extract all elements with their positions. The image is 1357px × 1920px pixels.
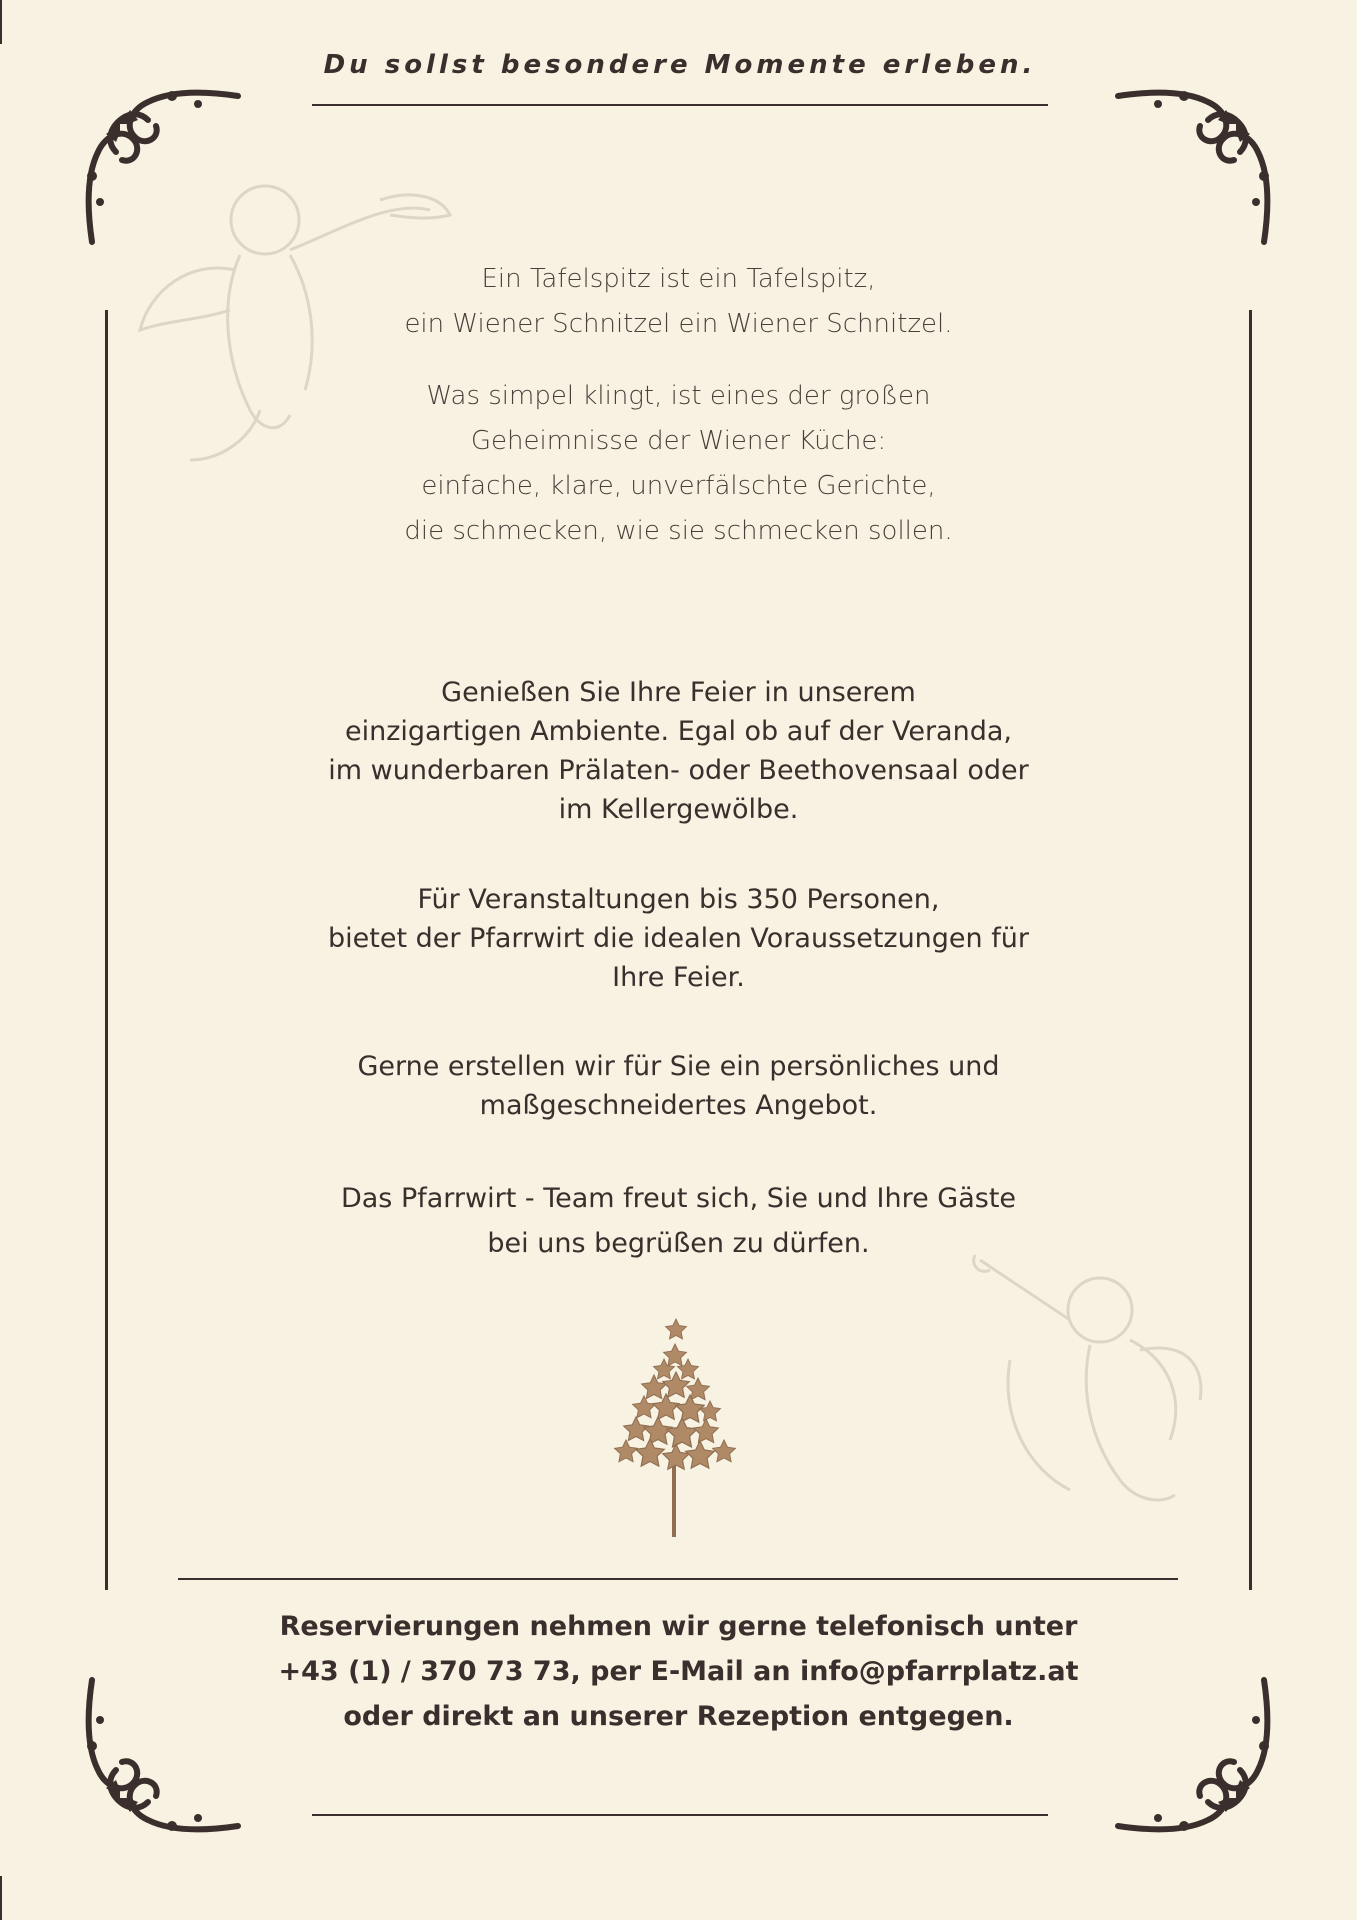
intro-line: Was simpel klingt, ist eines der großen: [426, 381, 931, 411]
intro-block-2: [300, 374, 1057, 554]
angel-icon: [970, 1250, 1210, 1510]
paragraph-line: maßgeschneidertes Angebot.: [479, 1090, 878, 1121]
intro-line: Ein Tafelspitz ist ein Tafelspitz,: [481, 264, 876, 294]
footer-rule: [178, 1578, 1178, 1580]
paragraph-offer: [270, 1047, 1087, 1125]
reservation-line: oder direkt an unserer Rezeption entgegen.: [343, 1701, 1014, 1732]
intro-line: die schmecken, wie sie schmecken sollen.: [404, 516, 953, 546]
frame-left: [105, 310, 108, 1590]
reservation-info: [240, 1604, 1117, 1739]
reservation-line: Reservierungen nehmen wir gerne telefonisch unter: [279, 1611, 1078, 1642]
paragraph-venues: [270, 673, 1087, 829]
paragraph-line: Für Veranstaltungen bis 350 Personen,: [417, 884, 940, 915]
paragraph-welcome: [270, 1176, 1087, 1266]
paragraph-line: Ihre Feier.: [612, 962, 745, 993]
paragraph-line: bietet der Pfarrwirt die idealen Voraussetzungen für: [328, 923, 1029, 954]
crop-mark-bottom: [0, 1876, 2, 1920]
top-rule: [312, 104, 1048, 106]
slogan: Du sollst besondere Momente erleben.: [323, 50, 1037, 80]
star-tree-icon: [600, 1312, 750, 1542]
ornament-corner-icon: [1108, 1670, 1278, 1840]
bottom-rule: [312, 1814, 1048, 1816]
intro-line: einfache, klare, unverfälschte Gerichte,: [421, 471, 936, 501]
paragraph-line: Gerne erstellen wir für Sie ein persönliches und: [357, 1051, 1000, 1082]
paragraph-line: Genießen Sie Ihre Feier in unserem: [441, 677, 916, 708]
paragraph-capacity: [270, 880, 1087, 997]
reservation-line: +43 (1) / 370 73 73, per E-Mail an info@pfarrplatz.at: [278, 1656, 1079, 1687]
ornament-corner-icon: [1108, 82, 1278, 252]
paragraph-line: im Kellergewölbe.: [558, 794, 799, 825]
paragraph-line: bei uns begrüßen zu dürfen.: [487, 1228, 870, 1259]
crop-mark-top: [0, 0, 2, 44]
intro-line: Geheimnisse der Wiener Küche:: [470, 426, 887, 456]
intro-block-1: [300, 257, 1057, 347]
paragraph-line: einzigartigen Ambiente. Egal ob auf der Veranda,: [345, 716, 1012, 747]
paragraph-line: Das Pfarrwirt - Team freut sich, Sie und Ihre Gäste: [340, 1183, 1017, 1214]
intro-line: ein Wiener Schnitzel ein Wiener Schnitzel.: [404, 309, 953, 339]
ornament-corner-icon: [78, 1670, 248, 1840]
frame-right: [1249, 310, 1252, 1590]
paragraph-line: im wunderbaren Prälaten- oder Beethovensaal oder: [328, 755, 1029, 786]
